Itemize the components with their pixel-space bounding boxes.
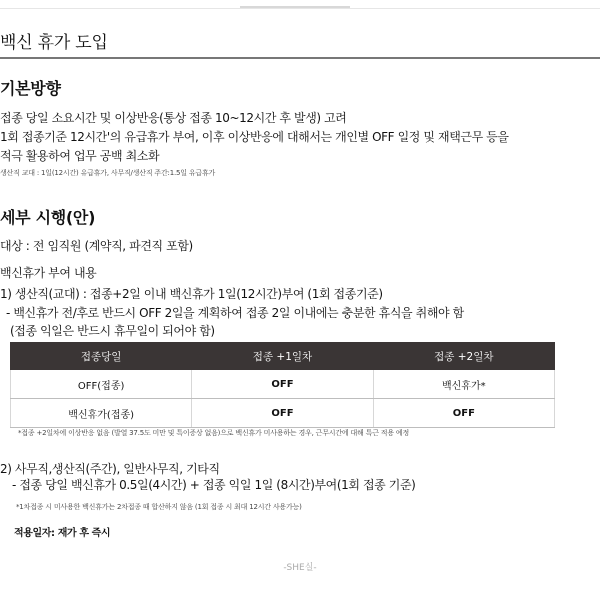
basic-line-3: 적극 활용하여 업무 공백 최소화 xyxy=(0,149,160,163)
detail-item2-bullet: - 접종 당일 백신휴가 0.5일(4시간) + 접종 익일 1일 (8시간)부여(1회 접종 기준) xyxy=(12,478,416,492)
table-header-row xyxy=(11,343,555,370)
detail-item2-title: 2) 사무직,생산직(주간), 일반사무직, 기타직 xyxy=(0,462,220,476)
vaccine-leave-table xyxy=(10,342,555,428)
basic-line-1: 접종 당일 소요시간 및 이상반응(통상 접종 10~12시간 후 발생) 고려 xyxy=(0,111,347,125)
basic-note: 생산직 교대 : 1일(12시간) 유급휴가, 사무직/생산직 주간:1.5일 유급휴가 xyxy=(0,169,216,177)
page-title: 백신 휴가 도입 xyxy=(0,33,108,53)
top-border-accent xyxy=(240,6,350,8)
apply-date: 적용일자: 재가 후 즉시 xyxy=(14,528,111,539)
table-cell: OFF xyxy=(192,399,373,428)
table-header-cell: 접종 +2일차 xyxy=(373,343,554,370)
table-cell: 백신휴가* xyxy=(373,370,554,399)
table-note: *접종 +2일차에 이상반응 없음 (발열 37.5도 미만 및 특이증상 없음)으로 백신휴가 미사용하는 경우, 근무시간에 대해 특근 적용 예정 xyxy=(18,429,410,437)
detail-item2-note: *1차접종 시 미사용한 백신휴가는 2차접종 때 합산하지 않음 (1회 접종 시 최대 12시간 사용가능) xyxy=(16,503,302,511)
section-basic-heading: 기본방향 xyxy=(0,79,61,98)
table-header-cell: 접종당일 xyxy=(11,343,192,370)
table-cell: OFF xyxy=(192,370,373,399)
detail-content-label: 백신휴가 부여 내용 xyxy=(0,266,97,280)
detail-item1-title: 1) 생산직(교대) : 접종+2일 이내 백신휴가 1일(12시간)부여 (1회 접종기준) xyxy=(0,287,383,301)
table-header-cell: 접종 +1일차 xyxy=(192,343,373,370)
detail-item1-bullet: - 백신휴가 전/후로 반드시 OFF 2일을 계획하여 접종 2일 이내에는 충분한 휴식을 취해야 함 xyxy=(6,306,464,320)
table-cell: OFF xyxy=(373,399,554,428)
table-row xyxy=(11,399,555,428)
title-rule xyxy=(0,57,600,59)
detail-item1-note: (접종 익일은 반드시 휴무일이 되어야 함) xyxy=(10,324,215,338)
top-border-line xyxy=(0,8,600,9)
section-detail-heading: 세부 시행(안) xyxy=(0,208,96,227)
table-row xyxy=(11,370,555,399)
table-cell: 백신휴가(접종) xyxy=(11,399,192,428)
basic-line-2: 1회 접종기준 12시간'의 유급휴가 부여, 이후 이상반응에 대해서는 개인별 OFF 일정 및 재택근무 등을 xyxy=(0,130,509,144)
table-cell: OFF(접종) xyxy=(11,370,192,399)
detail-target: 대상 : 전 임직원 (계약직, 파견직 포함) xyxy=(0,239,193,253)
page-footer: -SHE실- xyxy=(283,563,317,573)
